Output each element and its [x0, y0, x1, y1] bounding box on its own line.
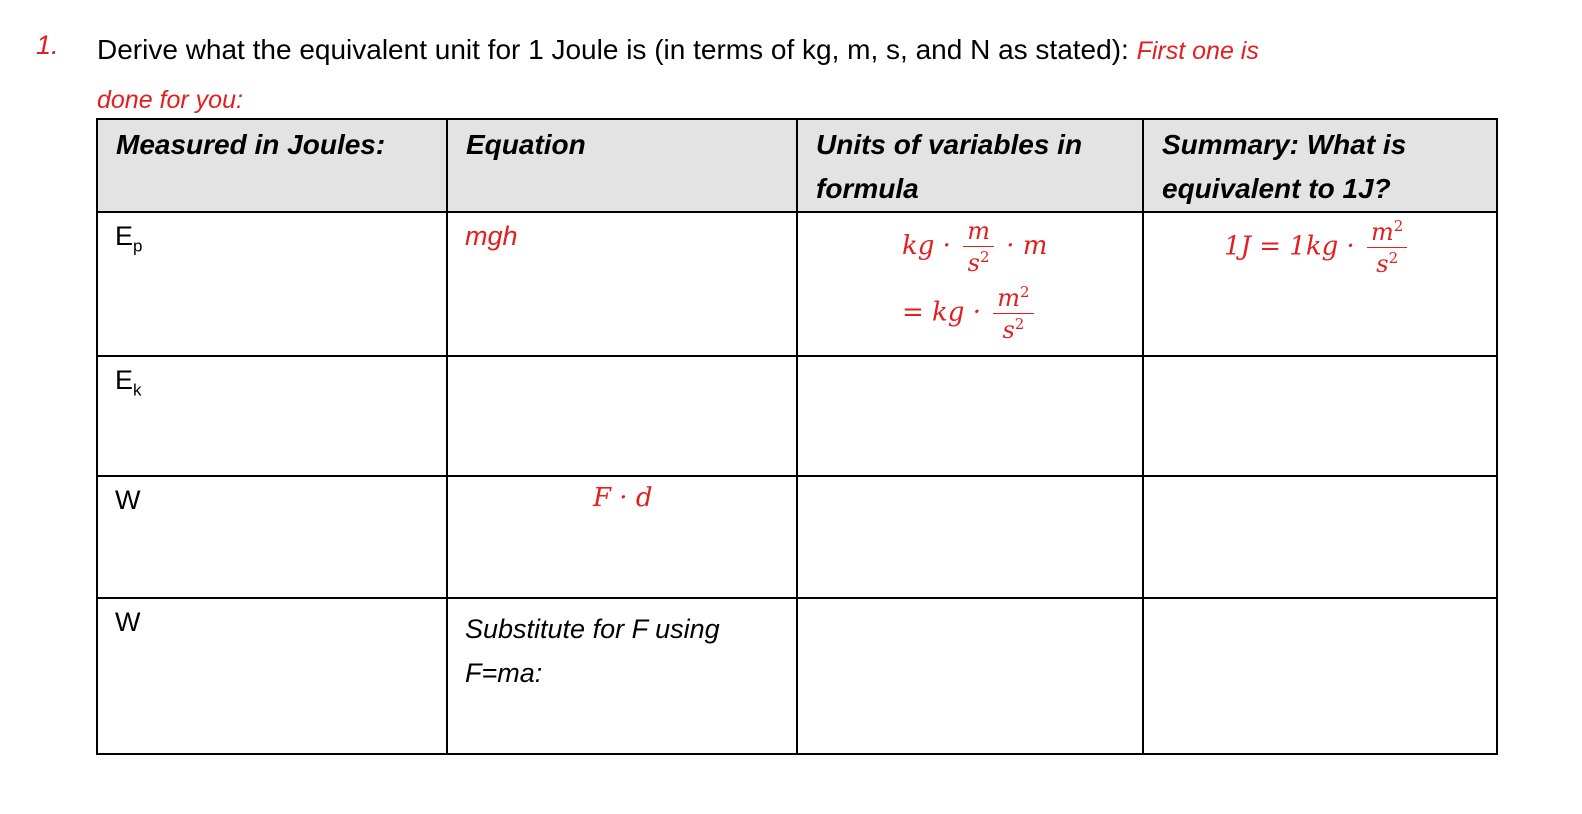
summary-formula: 1J = 1kg · $\frac{m^2}{s^2}$	[1224, 219, 1411, 276]
table-row	[97, 476, 1497, 598]
table-header-row	[97, 119, 1497, 212]
header-summary: Summary: What is equivalent to 1J?	[1143, 119, 1497, 212]
equation-text: F · d	[593, 483, 653, 513]
units-line-1: kg · $\frac{m}{s^2}$ · m	[902, 217, 1048, 277]
units-cell	[797, 212, 1143, 356]
table-row	[97, 212, 1497, 356]
summary-cell[interactable]	[1143, 356, 1497, 476]
summary-cell	[1143, 212, 1497, 356]
equation-text: mgh	[465, 221, 518, 251]
quantity-label: W	[115, 607, 141, 637]
summary-cell[interactable]	[1143, 476, 1497, 598]
quantity-cell	[97, 212, 447, 356]
question-hint-2: done for you:	[97, 86, 243, 114]
table-row	[97, 598, 1497, 754]
quantity-cell	[97, 598, 447, 754]
units-cell[interactable]	[797, 598, 1143, 754]
quantity-cell	[97, 356, 447, 476]
units-table	[96, 118, 1498, 755]
equation-cell	[447, 598, 797, 754]
quantity-label: $E_p$	[115, 221, 143, 256]
quantity-label: W	[115, 485, 141, 515]
quantity-cell	[97, 476, 447, 598]
units-cell[interactable]	[797, 476, 1143, 598]
units-line-2: = kg · $\frac{m^2}{s^2}$	[902, 285, 1038, 342]
header-units: Units of variables in formula	[797, 119, 1143, 212]
equation-cell	[447, 476, 797, 598]
quantity-label: $E_k$	[115, 365, 142, 400]
question-prompt: Derive what the equivalent unit for 1 Joule is (in terms of kg, m, s, and N as stated):	[97, 34, 1129, 65]
equation-cell	[447, 212, 797, 356]
equation-text: Substitute for F using F=ma:	[465, 614, 720, 688]
summary-cell[interactable]	[1143, 598, 1497, 754]
header-equation: Equation	[447, 119, 797, 212]
equation-cell[interactable]	[447, 356, 797, 476]
header-measured: Measured in Joules:	[97, 119, 447, 212]
units-cell[interactable]	[797, 356, 1143, 476]
question-number: 1.	[36, 30, 59, 60]
question-text	[97, 26, 1497, 124]
question-hint-1: First one is	[1136, 37, 1259, 65]
table-row	[97, 356, 1497, 476]
